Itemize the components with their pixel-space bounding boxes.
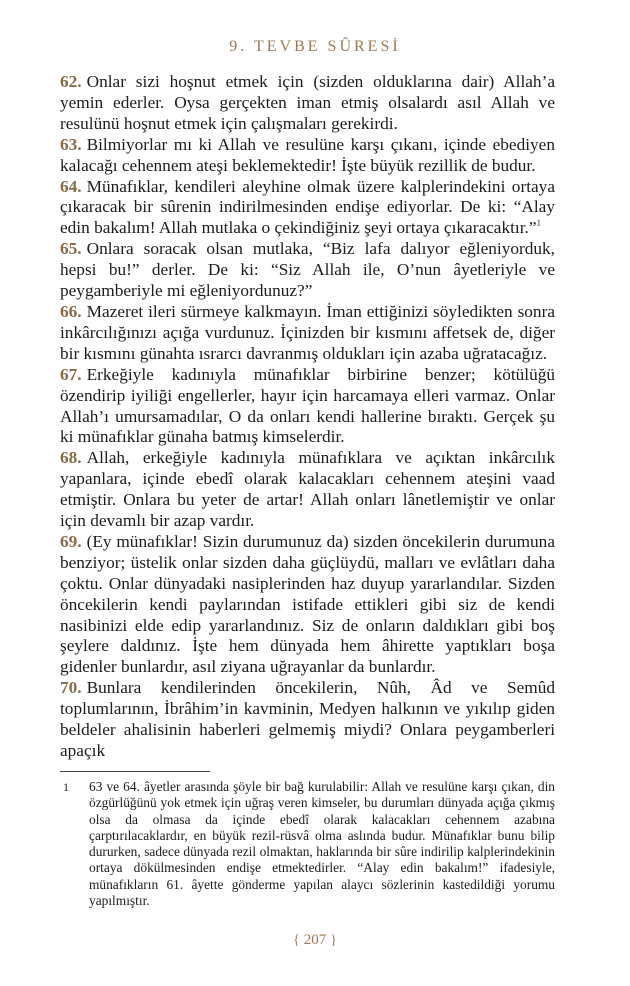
ornament-left-icon: { — [293, 933, 300, 948]
verse-text: Erkeğiyle kadınıyla münafıklar birbirine benzer; kötülüğü özendirip iyiliği engellerler, hayır için harcamaya elleri varmaz. Onlar Allah’ı umursamadılar, O da onları kendi hallerine bıraktı. Gerçek şu ki münafıklar günaha batmış kimselerdir. — [60, 364, 555, 447]
verse-number: 64. — [60, 176, 82, 196]
footnote-text: 63 ve 64. âyetler arasında şöyle bir bağ kurulabilir: Allah ve resulüne karşı çıkan, din özgürlüğünü yok etmek için uğraş veren kimseler, bu durumları dünyada açığa çıkmış olsa da olmasa da içinde ebedî olarak kalacakları cehennem azabına çarptırılacaklardır, en büyük rezil-rüsvâ olma aslında budur. Münafıklar bunu bilip dururken, sadece dünyada rezil olmaktan, haklarında bir sûre indirilip kalplerindekinin ortaya dökülmesinden endişe etmektedirler. “Alay edin bakalım!” ifadesiyle, münafıkların 61. âyette gönderme yapılan alaycı sözlerinin kastedildiği yorumu yapılmıştır. — [89, 779, 555, 909]
verse-68 — [60, 448, 555, 532]
verse-text: Onlara soracak olsan mutlaka, “Biz lafa dalıyor eğleniyorduk, hepsi bu!” derler. De ki: “Siz Allah ile, O’nun âyetleriyle ve peygamberiyle mi eğleniyordunuz?” — [60, 239, 555, 301]
verse-number: 70. — [60, 678, 82, 698]
footnote-divider — [60, 771, 210, 772]
footnote — [60, 779, 555, 909]
verse-text: Bilmiyorlar mı ki Allah ve resulüne karşı çıkanı, içinde ebediyen kalacağı cehennem ateşi beklemektedir! İşte büyük rezillik de budur. — [60, 134, 555, 175]
footnote-reference[interactable]: 1 — [536, 218, 541, 229]
verse-text: Bunlara kendilerinden öncekilerin, Nûh, Âd ve Semûd toplumlarının, İbrâhim’in kavminin, Medyen halkının ve yıkılıp giden beldeler ahalisinin haberleri gelmemiş miydi? Onlara peygamberleri apaçık — [60, 678, 555, 760]
verse-list — [60, 72, 555, 762]
verse-number: 63. — [60, 134, 82, 154]
verse-67 — [60, 365, 555, 449]
verse-65 — [60, 239, 555, 302]
verse-63 — [60, 135, 555, 177]
running-header: 9. TEVBE SÛRESİ — [229, 38, 401, 55]
verse-text: Münafıklar, kendileri aleyhine olmak üzere kalplerindekini ortaya çıkaracak bir sûrenin indirilmesinden endişe ediyorlar. De ki: “Alay edin bakalım! Allah mutlaka o çekindiğiniz şeyi ortaya çıkaracaktır.” — [60, 176, 555, 238]
page-number: 207 — [303, 932, 327, 948]
verse-text: Allah, erkeğiyle kadınıyla münafıklara ve açıktan inkârcılık yapanlara, içinde ebedî olarak kalacakları cehennem ateşini vaad etmiştir. Onlara bu yeter de artar! Allah onları lânetlemiştir ve onlar için devamlı bir azap vardır. — [60, 448, 555, 531]
verse-64 — [60, 177, 555, 240]
verse-number: 65. — [60, 239, 82, 259]
verse-number: 62. — [60, 72, 82, 91]
verse-number: 68. — [60, 448, 82, 468]
verse-text: (Ey münafıklar! Sizin durumunuz da) sizden öncekilerin durumuna benziyor; üstelik onlar sizden daha güçlüydü, malları ve evlâtları daha çoktu. Onlar dünyadaki nasiplerinden haz duyup yararlandılar. Sizden öncekilerin kendi paylarından istifade ettikleri gibi siz de kendi nasibinizi elde edip yararlandınız. Siz de onların daldıkları gibi boş şeylere daldınız. İşte hem dünyada hem âhirette yaptıkları boşa gidenler bunlardır, asıl ziyana uğrayanlar da bunlardır. — [60, 531, 555, 677]
ornament-right-icon: } — [330, 933, 337, 948]
verse-text: Onlar sizi hoşnut etmek için (sizden olduklarına dair) Allah’a yemin ederler. Oysa gerçekten iman etmiş olsalardı asıl Allah ve resulünü hoşnut etmek için çalışmaları gerekirdi. — [60, 72, 555, 133]
verse-number: 69. — [60, 531, 82, 551]
verse-66 — [60, 302, 555, 365]
verse-62 — [60, 72, 555, 135]
verse-text: Mazeret ileri sürmeye kalkmayın. İman ettiğinizi söyledikten sonra inkârcılığınızı açığa vurdunuz. İçinizden bir kısmını affetsek de, diğer bir kısmını günahta ısrarcı davranmış oldukları için azaba uğratacağız. — [60, 301, 555, 363]
verse-70 — [60, 678, 555, 762]
verse-number: 67. — [60, 364, 82, 384]
page-number-block — [0, 932, 630, 949]
verse-69 — [60, 532, 555, 678]
footnote-number: 1 — [63, 780, 69, 794]
verse-number: 66. — [60, 301, 82, 321]
